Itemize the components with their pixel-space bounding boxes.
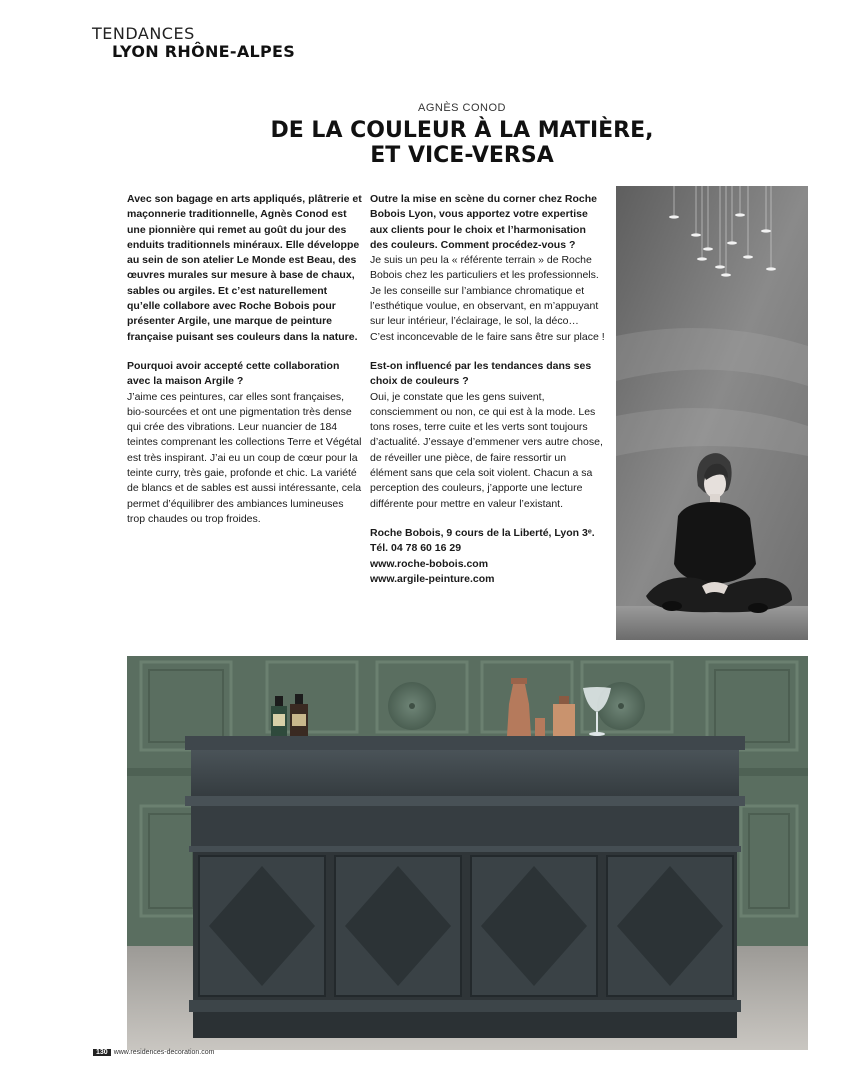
text-column-left <box>127 192 362 527</box>
article-author: AGNÈS CONOD <box>417 102 506 114</box>
section-region: LYON RHÔNE-ALPES <box>112 42 296 61</box>
footer-url[interactable]: www.residences-decoration.com <box>113 1049 215 1056</box>
question-3: Est-on influencé par les tendances dans ses choix de couleurs ? <box>370 359 592 388</box>
text-column-right <box>370 192 605 587</box>
section-header <box>92 26 295 60</box>
answer-3: Oui, je constate que les gens suivent, consciemment ou non, ce qui est à la mode. Les tons roses, terre cuite et les verts sont toujours d’actualité. J’essaye d’emmener vers autre chose, de réveiller une pièce, de faire ressortir un élément sans que cela soit violent. Chacun a sa perception des couleurs, j’apporte une lecture différente pour mettre en valeur l’existant. <box>370 390 603 510</box>
question-1: Pourquoi avoir accepté cette collaboration avec la maison Argile ? <box>127 359 340 388</box>
contact-address: Roche Bobois, 9 cours de la Liberté, Lyon 3ᵉ. Tél. 04 78 60 16 29 <box>370 526 595 555</box>
page-number: 130 <box>93 1049 111 1056</box>
intro-paragraph: Avec son bagage en arts appliqués, plâtrerie et maçonnerie traditionnelle, Agnès Conod est une pionnière qui remet au goût du jour des enduits traditionnels minéraux. Elle développe au sein de son atelier Le Monde est Beau, des œuvres murales sur mesure à base de chaux, sables ou argiles. Et c’est naturellement qu’elle collabore avec Roche Bobois pour présenter Argile, une marque de peinture française puisant ses couleurs dans la nature. <box>127 193 362 343</box>
bar-photo <box>127 656 808 1050</box>
contact-website-argile[interactable]: www.argile-peinture.com <box>370 572 495 585</box>
question-2: Outre la mise en scène du corner chez Roche Bobois Lyon, vous apportez votre expertise aux clients pour le choix et l’harmonisation des couleurs. Comment procédez-vous ? <box>370 193 597 251</box>
article-title <box>0 118 864 168</box>
answer-2: Je suis un peu la « référente terrain » de Roche Bobois chez les particuliers et les professionnels. Je les conseille sur l’ambiance chromatique et l’esthétique voulue, en observant, en m’appuyant sur leur intérieur, l’éclairage, le sol, la déco… C’est inconcevable de le faire sans être sur place ! <box>370 254 605 343</box>
answer-1: J’aime ces peintures, car elles sont françaises, bio-sourcées et ont une pigmentation très dense qui crée des vibrations. Leur nuancier de 184 teintes comprenant les collections Terre et Végétal est très inspirant. J’ai eu un coup de cœur pour la teinte curry, très gaie, profonde et chic. La variété de blancs et de sables est aussi intéressante, cela permet d’équilibrer des ambiances lumineuses trop chaudes ou trop froides. <box>127 390 362 525</box>
contact-website-roche-bobois[interactable]: www.roche-bobois.com <box>370 557 489 570</box>
section-title: TENDANCES <box>92 24 195 43</box>
title-line-2: ET VICE-VERSA <box>370 143 554 168</box>
title-line-1: DE LA COULEUR À LA MATIÈRE, <box>270 118 654 143</box>
page-footer <box>93 1049 214 1056</box>
portrait-photo <box>616 186 808 640</box>
